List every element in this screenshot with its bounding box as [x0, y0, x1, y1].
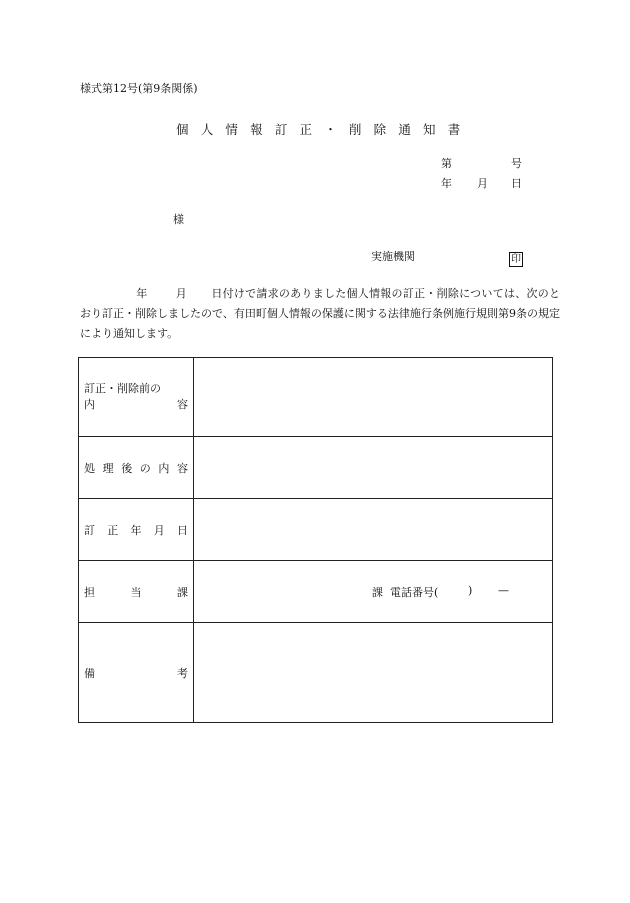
label-char: 当 — [130, 585, 142, 599]
table-row-remarks — [79, 623, 553, 723]
label-char: 容 — [176, 461, 188, 475]
label-char: 担 — [84, 585, 95, 599]
label-char: 日 — [177, 523, 188, 537]
seal-stamp — [509, 247, 523, 267]
table-row-date — [79, 499, 553, 561]
number-prefix: 第 — [441, 157, 452, 170]
value-correction-date[interactable] — [194, 499, 553, 561]
issuer-label: 実施機関 — [371, 250, 415, 263]
title-char: 人 — [200, 122, 214, 137]
notice-paragraph — [80, 284, 560, 344]
label-char: 訂 — [84, 523, 95, 537]
date-year: 年 — [441, 177, 452, 190]
phone-close: ) — [468, 583, 473, 597]
body-month: 月 — [175, 287, 188, 300]
table-row-after — [79, 437, 553, 499]
label-char: 備 — [84, 666, 95, 680]
correction-table — [78, 357, 553, 723]
body-text: 日付けで請求のありました個人情報の訂正・削除については、次のとおり訂正・削除しましたので、有田町個人情報の保護に関する法律施行条例施行規則第9条の規定により通知します。 — [80, 287, 561, 340]
title-char: 通 — [398, 122, 412, 137]
date-month: 月 — [477, 177, 488, 190]
label-remarks — [79, 623, 194, 723]
table-row-dept — [79, 561, 553, 623]
label-char: 処 — [84, 461, 95, 475]
label-char: 月 — [153, 523, 165, 537]
label-char: の — [139, 461, 151, 475]
title-char: 報 — [250, 122, 263, 137]
label-char: 後 — [121, 461, 133, 475]
label-before-line1: 訂正・削除前の — [84, 382, 161, 395]
title-char: 知 — [423, 122, 436, 137]
label-after-processing — [79, 437, 194, 499]
label-department — [79, 561, 194, 623]
label-correction-date — [79, 499, 194, 561]
dept-ka: 課 — [372, 585, 383, 599]
title-char: 情 — [225, 122, 239, 137]
label-char: 年 — [130, 523, 142, 537]
title-char: 個 — [176, 122, 189, 137]
phone-dash: — — [498, 583, 509, 597]
title-char: 訂 — [274, 122, 288, 137]
label-before-line2a: 内 — [84, 398, 95, 411]
value-after-processing[interactable] — [194, 437, 553, 499]
label-char: 課 — [177, 585, 188, 599]
form-number: 様式第12号(第9条関係) — [80, 82, 198, 95]
title-char: 書 — [447, 122, 461, 137]
date-day: 日 — [511, 177, 522, 190]
label-before-line2b: 容 — [177, 398, 188, 411]
addressee-suffix: 様 — [173, 213, 184, 226]
phone-label: 電話番号( — [390, 585, 439, 599]
title-char: ・ — [324, 122, 337, 137]
value-remarks[interactable] — [194, 623, 553, 723]
seal-stamp-mark: 印 — [511, 254, 521, 265]
document-title — [176, 120, 472, 138]
title-char: 正 — [299, 122, 313, 137]
table-row-before — [79, 358, 553, 437]
value-department[interactable] — [194, 561, 553, 623]
label-before-correction — [79, 358, 194, 437]
value-before-correction[interactable] — [194, 358, 553, 437]
body-year: 年 — [136, 287, 148, 300]
label-char: 内 — [158, 461, 170, 475]
title-char: 削 — [348, 122, 362, 137]
label-char: 理 — [102, 461, 114, 475]
title-char: 除 — [373, 122, 387, 137]
number-suffix: 号 — [511, 157, 522, 170]
label-char: 正 — [107, 523, 119, 537]
label-char: 考 — [177, 666, 188, 680]
